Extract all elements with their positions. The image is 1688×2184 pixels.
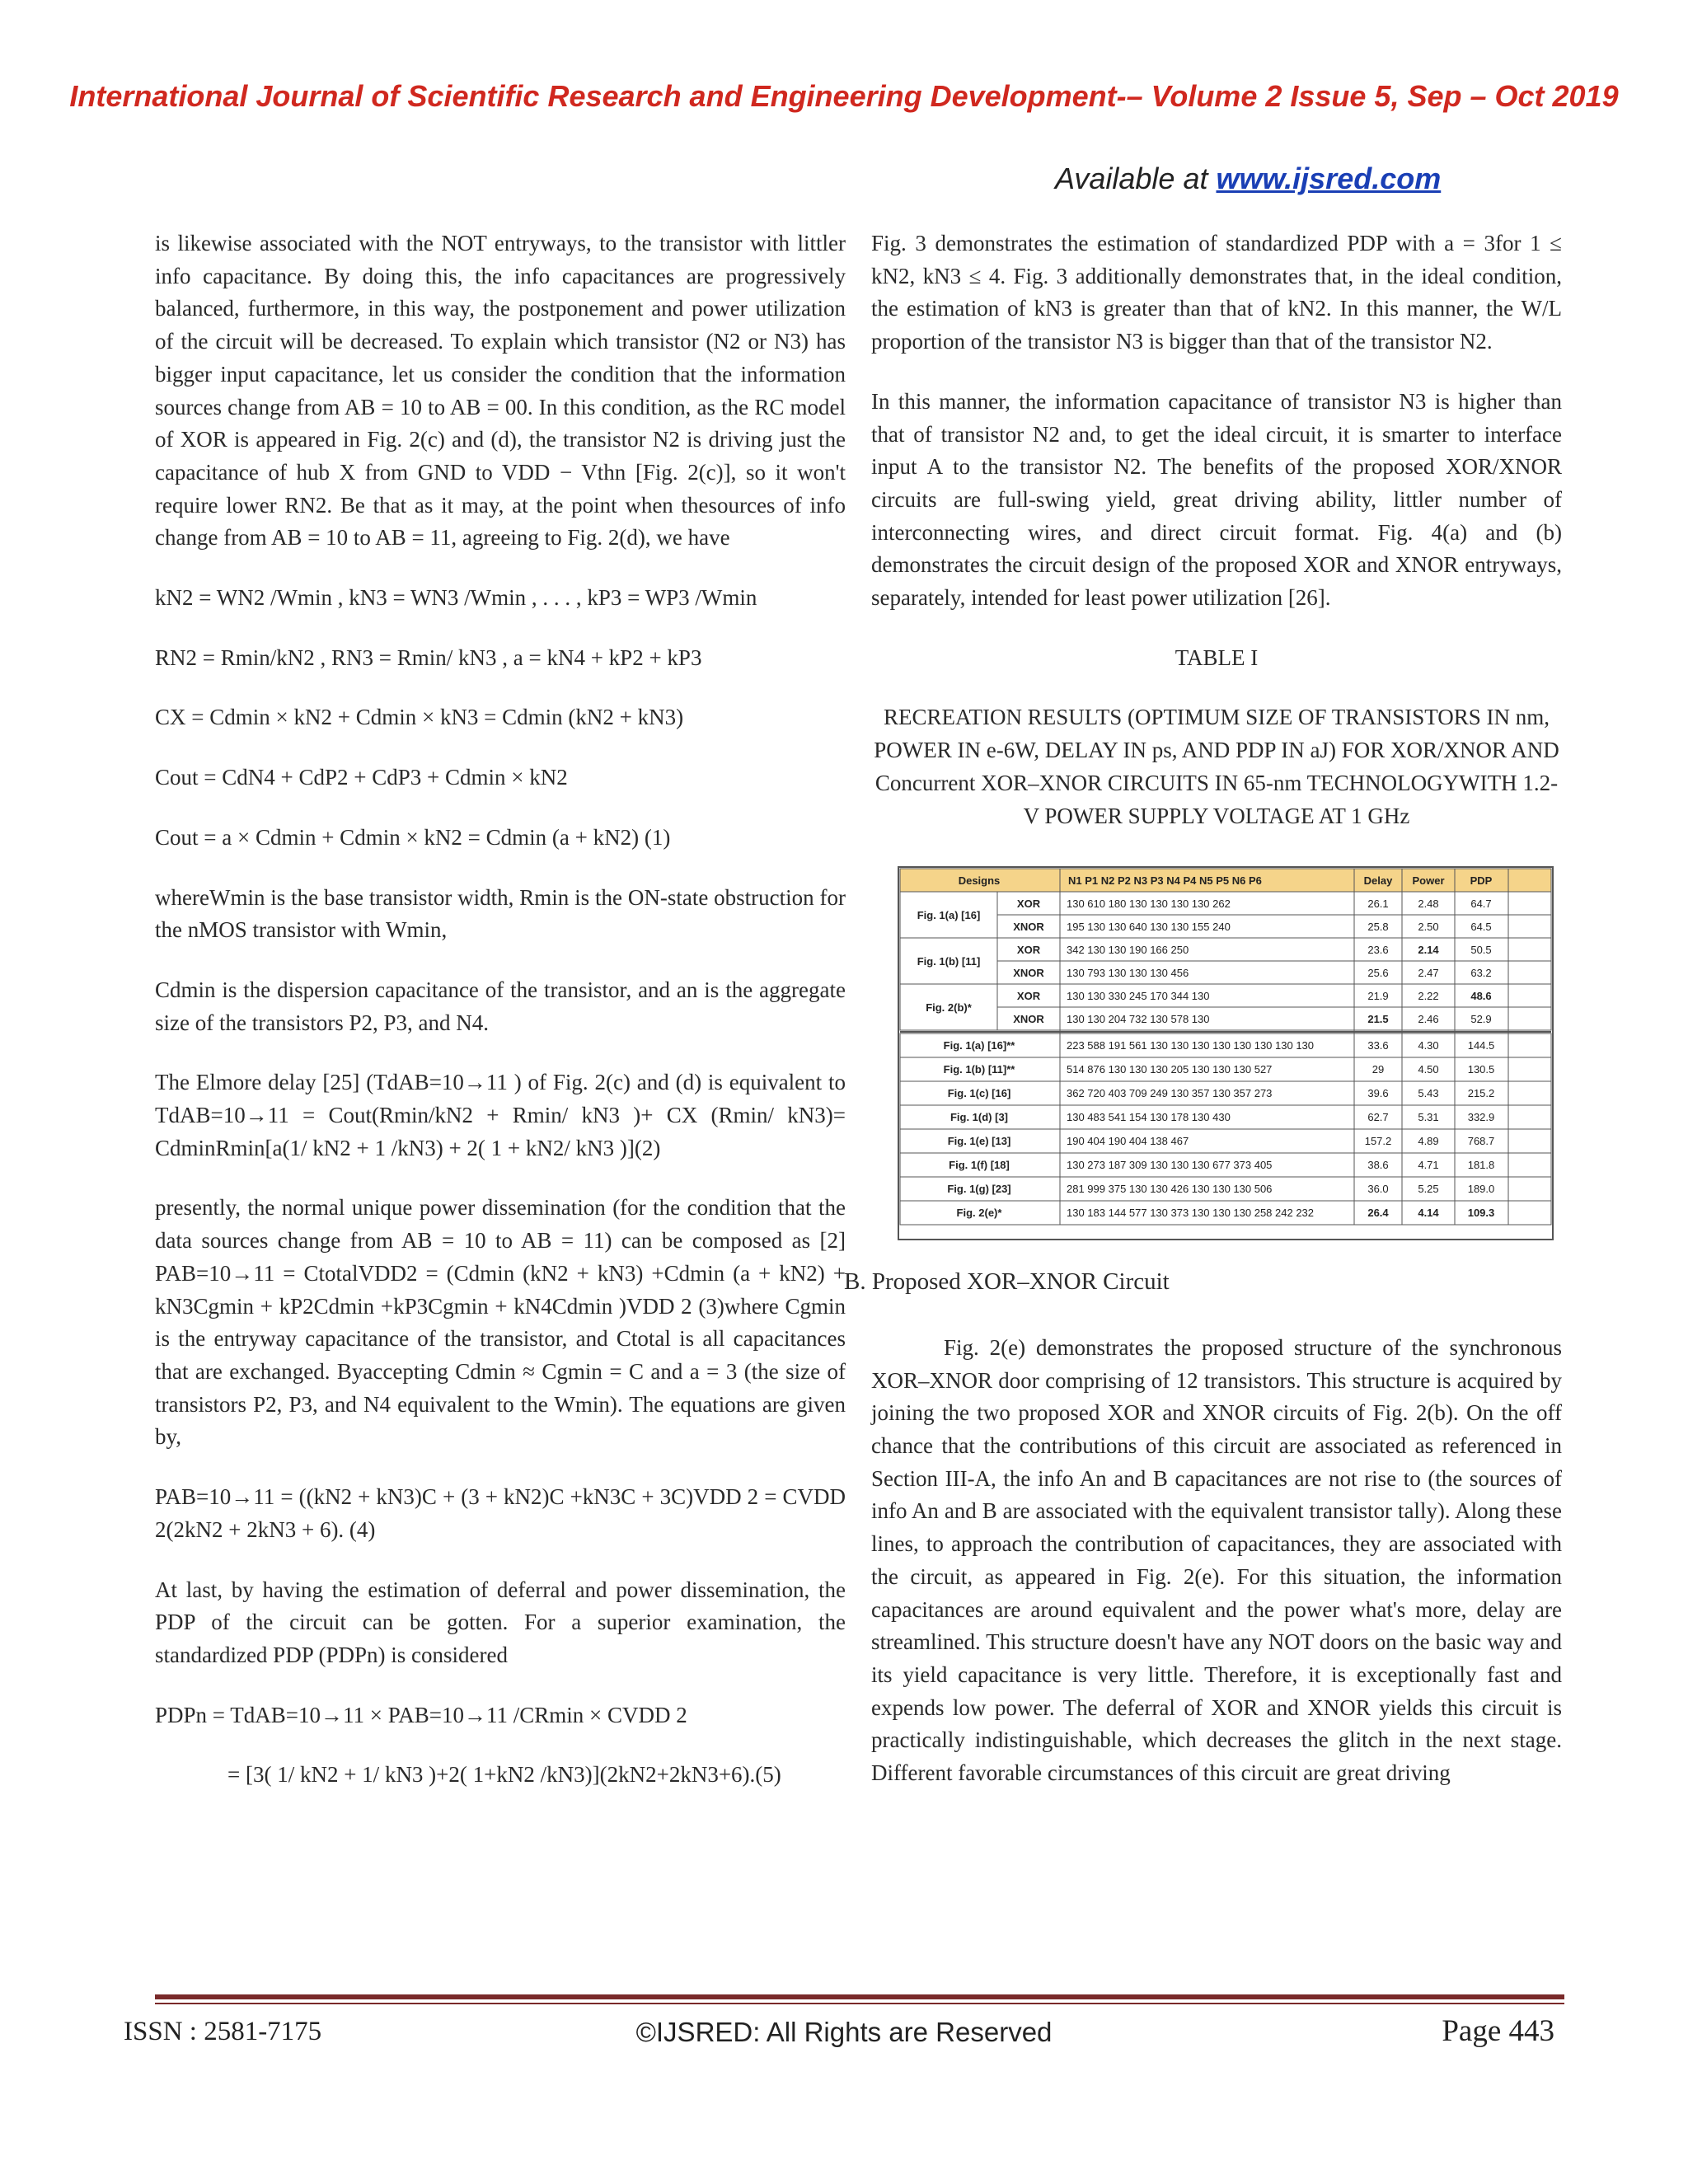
table-design-cell: Fig. 1(g) [23] xyxy=(947,1183,1011,1196)
issn: ISSN : 2581-7175 xyxy=(124,2017,322,2046)
table-type-cell: XNOR xyxy=(1013,921,1044,934)
table-sizes-cell: 362 720 403 709 249 130 357 130 357 273 xyxy=(1067,1087,1273,1100)
table-pdp-cell: 48.6 xyxy=(1470,990,1492,1003)
table-delay-cell: 26.4 xyxy=(1367,1207,1389,1220)
table-design-cell: Fig. 2(b)* xyxy=(926,1001,972,1015)
table-delay-cell: 23.6 xyxy=(1367,944,1389,957)
table-power-cell: 4.14 xyxy=(1418,1207,1439,1220)
table-sizes-cell: 130 483 541 154 130 178 130 430 xyxy=(1067,1111,1231,1124)
table-delay-cell: 33.6 xyxy=(1367,1039,1389,1052)
table-power-cell: 2.46 xyxy=(1418,1013,1439,1026)
paragraph: whereWmin is the base transistor width, Rmin is the ON-state obstruction for the nMOS transistor with Wmin, xyxy=(155,884,846,943)
table-sizes-cell: 130 610 180 130 130 130 130 262 xyxy=(1067,898,1231,911)
table-delay-cell: 25.8 xyxy=(1367,921,1389,934)
table-delay-cell: 21.9 xyxy=(1367,990,1389,1003)
table-power-cell: 5.31 xyxy=(1418,1111,1439,1124)
table-delay-cell: 157.2 xyxy=(1364,1135,1392,1148)
copyright: ©IJSRED: All Rights are Reserved xyxy=(635,2017,1053,2047)
table-type-cell: XNOR xyxy=(1013,1013,1044,1026)
table-header-cell: Designs xyxy=(958,874,1001,888)
footer-rule xyxy=(155,1994,1564,1999)
table-label: TABLE I xyxy=(1175,644,1259,670)
table-delay-cell: 21.5 xyxy=(1367,1013,1389,1026)
journal-website-link[interactable]: www.ijsred.com xyxy=(1216,162,1442,195)
table-design-cell: Fig. 1(b) [11] xyxy=(917,955,981,968)
paragraph: Fig. 3 demonstrates the estimation of standardized PDP with a = 3for 1 ≤ kN2, kN3 ≤ 4. Fig. 3 additionally demonstrates that, in the ideal condition, the estimation of kN3 is greater than that of kN2. In this manner, the W/L proportion of the transistor N3 is bigger than that of the transistor N2. xyxy=(871,231,1562,354)
table-sizes-cell: 342 130 130 190 166 250 xyxy=(1067,944,1189,957)
table-header-cell: Power xyxy=(1412,874,1445,888)
table-pdp-cell: 768.7 xyxy=(1467,1135,1495,1148)
table-header-cell: PDP xyxy=(1470,874,1493,888)
table-sizes-cell: 130 130 330 245 170 344 130 xyxy=(1067,990,1210,1003)
equation: kN2 = WN2 /Wmin , kN3 = WN3 /Wmin , . . . , kP3 = WP3 /Wmin xyxy=(155,585,757,611)
table-pdp-cell: 64.7 xyxy=(1470,898,1492,911)
paragraph: At last, by having the estimation of deferral and power dissemination, the PDP of the circuit can be gotten. For a superior examination, the standardized PDP (PDPn) is considered xyxy=(155,1577,846,1667)
table-type-cell: XNOR xyxy=(1013,967,1044,980)
right-column xyxy=(844,227,1562,1790)
table-power-cell: 2.48 xyxy=(1418,898,1439,911)
table-power-cell: 4.30 xyxy=(1418,1039,1439,1052)
table-sizes-cell: 130 793 130 130 130 456 xyxy=(1067,967,1189,980)
paragraph: Fig. 2(e) demonstrates the proposed structure of the synchronous XOR–XNOR door comprising of 12 transistors. This structure is acquired by joining the two proposed XOR and XNOR circuits of Fig. 2(b). On the off chance that the contributions of this circuit are associated as referenced in Section III-A, the info An and B capacitances are not rise to (the sources of info An and B are associated with the equivalent transistor tally). Along these lines, to approach the contribution of capacitances, they are associated with the circuit, as appeared in Fig. 2(e). For this situation, the information capacitances are around equivalent and the power what's more, delay are streamlined. This structure doesn't have any NOT doors on the basic way and its yield capacitance is very little. Therefore, it is exceptionally fast and expends low power. The deferral of XOR and XNOR yields this circuit is practically indistinguishable, which decreases the glitch in the next stage. Different favorable circumstances of this circuit are great driving xyxy=(871,1334,1562,1786)
table-design-cell: Fig. 1(c) [16] xyxy=(947,1087,1011,1100)
table-design-cell: Fig. 1(e) [13] xyxy=(947,1135,1011,1148)
table-delay-cell: 26.1 xyxy=(1367,898,1389,911)
equation: Cout = CdN4 + CdP2 + CdP3 + Cdmin × kN2 xyxy=(155,765,568,790)
journal-title: International Journal of Scientific Research and Engineering Development-– Volume 2 Issue 5, Sep – Oct 2019 xyxy=(69,79,1619,113)
table-sizes-cell: 514 876 130 130 130 205 130 130 130 527 xyxy=(1067,1063,1273,1076)
table-power-cell: 4.71 xyxy=(1418,1159,1439,1172)
paragraph: is likewise associated with the NOT entryways, to the transistor with littler info capacitance. By doing this, the info capacitances are progressively balanced, furthermore, in this way, the postponement and power utilization of the circuit will be decreased. To explain which transistor (N2 or N3) has bigger input capacitance, let us consider the condition that the information sources change from AB = 10 to AB = 00. In this condition, as the RC model of XOR is appeared in Fig. 2(c) and (d), the transistor N2 is driving just the capacitance of hub X from GND to VDD − Vthn [Fig. 2(c)], so it won't require lower RN2. Be that as it may, at the point when thesources of info change from AB = 10 to AB = 11, agreeing to Fig. 2(d), we have xyxy=(155,231,846,551)
results-table xyxy=(897,865,1556,1244)
table-sizes-cell: 281 999 375 130 130 426 130 130 130 506 xyxy=(1067,1183,1273,1196)
available-prefix: Available at xyxy=(1055,162,1208,195)
table-power-cell: 5.43 xyxy=(1418,1087,1439,1100)
table-type-cell: XOR xyxy=(1016,898,1041,911)
footer-rule xyxy=(155,2003,1564,2004)
table-design-cell: Fig. 1(b) [11]** xyxy=(943,1063,1015,1076)
table-power-cell: 2.14 xyxy=(1418,944,1439,957)
table-pdp-cell: 215.2 xyxy=(1467,1087,1495,1100)
table-pdp-cell: 52.9 xyxy=(1470,1013,1492,1026)
table-pdp-cell: 63.2 xyxy=(1470,967,1492,980)
table-sizes-cell: 130 183 144 577 130 373 130 130 130 258 242 232 xyxy=(1067,1207,1315,1220)
table-pdp-cell: 181.8 xyxy=(1467,1159,1495,1172)
table-power-cell: 4.50 xyxy=(1418,1063,1439,1076)
equation: PDPn = TdAB=10→11 × PAB=10→11 /CRmin × CVDD 2 xyxy=(155,1702,687,1727)
results-table-graphic xyxy=(897,865,1556,1244)
table-power-cell: 4.89 xyxy=(1418,1135,1439,1148)
paragraph: Cdmin is the dispersion capacitance of the transistor, and an is the aggregate size of the transistors P2, P3, and N4. xyxy=(155,977,846,1035)
paragraph: The Elmore delay [25] (TdAB=10→11 ) of Fig. 2(c) and (d) is equivalent to TdAB=10→11 = Cout(Rmin/kN2 + Rmin/ kN3 )+ CX (Rmin/ kN3)= CdminRmin[a(1/ kN2 + 1 /kN3) + 2( 1 + kN2/ kN3 )](2) xyxy=(155,1070,846,1160)
table-design-cell: Fig. 1(a) [16]** xyxy=(943,1039,1015,1052)
table-pdp-cell: 332.9 xyxy=(1467,1111,1495,1124)
equation: RN2 = Rmin/kN2 , RN3 = Rmin/ kN3 , a = kN4 + kP2 + kP3 xyxy=(155,644,702,670)
table-type-cell: XOR xyxy=(1016,944,1041,957)
table-caption: RECREATION RESULTS (OPTIMUM SIZE OF TRANSISTORS IN nm, POWER IN e-6W, DELAY IN ps, AND PDP IN aJ) FOR XOR/XNOR AND Concurrent XOR–XNOR CIRCUITS IN 65-nm TECHNOLOGYWITH 1.2-V POWER SUPPLY VOLTAGE AT 1 GHz xyxy=(874,705,1559,828)
table-sizes-cell: 130 130 204 732 130 578 130 xyxy=(1067,1013,1210,1026)
availability-line xyxy=(1055,162,1441,196)
table-type-cell: XOR xyxy=(1016,990,1041,1003)
table-pdp-cell: 109.3 xyxy=(1467,1207,1495,1220)
section-title: B. Proposed XOR–XNOR Circuit xyxy=(844,1268,1170,1296)
table-delay-cell: 38.6 xyxy=(1367,1159,1389,1172)
table-pdp-cell: 64.5 xyxy=(1470,921,1492,934)
equation: Cout = a × Cdmin + Cdmin × kN2 = Cdmin (a + kN2) (1) xyxy=(155,824,671,850)
table-delay-cell: 36.0 xyxy=(1367,1183,1389,1196)
table-header-cell: N1 P1 N2 P2 N3 P3 N4 P4 N5 P5 N6 P6 xyxy=(1068,874,1262,888)
table-sizes-cell: 190 404 190 404 138 467 xyxy=(1067,1135,1189,1148)
table-delay-cell: 25.6 xyxy=(1367,967,1389,980)
table-power-cell: 2.47 xyxy=(1418,967,1439,980)
paragraph: PAB=10→11 = ((kN2 + kN3)C + (3 + kN2)C +kN3C + 3C)VDD 2 = CVDD 2(2kN2 + 2kN3 + 6). (4) xyxy=(155,1484,846,1542)
table-sizes-cell: 195 130 130 640 130 130 155 240 xyxy=(1067,921,1231,934)
table-design-cell: Fig. 1(d) [3] xyxy=(950,1111,1009,1124)
table-sizes-cell: 223 588 191 561 130 130 130 130 130 130 130 130 xyxy=(1067,1039,1315,1052)
paragraph: In this manner, the information capacitance of transistor N3 is higher than that of transistor N2 and, to get the ideal circuit, it is smarter to interface input A to the transistor N2. The benefits of the proposed XOR/XNOR circuits are full-swing yield, great driving ability, littler number of interconnecting wires, and direct circuit format. Fig. 4(a) and (b) demonstrates the circuit design of the proposed XOR and XNOR entryways, separately, intended for least power utilization [26]. xyxy=(871,388,1562,611)
left-column xyxy=(155,227,846,1792)
table-sizes-cell: 130 273 187 309 130 130 130 677 373 405 xyxy=(1067,1159,1273,1172)
table-delay-cell: 62.7 xyxy=(1367,1111,1389,1124)
table-pdp-cell: 50.5 xyxy=(1470,944,1492,957)
paragraph: presently, the normal unique power dissemination (for the condition that the data sources change from AB = 10 to AB = 11) can be composed as [2] PAB=10→11 = CtotalVDD2 = (Cdmin (kN2 + kN3) +Cdmin (a + kN2) + kN3Cgmin + kP2Cdmin +kP3Cgmin + kN4Cdmin )VDD 2 (3)where Cgmin is the entryway capacitance of the transistor, and Ctotal is all capacitances that are exchanged. Byaccepting Cdmin ≈ Cgmin = C and a = 3 (the size of transistors P2, P3, and N4 equivalent to the Wmin). The equations are given by, xyxy=(155,1195,846,1450)
table-header-cell: Delay xyxy=(1363,874,1393,888)
equation: CX = Cdmin × kN2 + Cdmin × kN3 = Cdmin (kN2 + kN3) xyxy=(155,705,684,730)
table-delay-cell: 39.6 xyxy=(1367,1087,1389,1100)
table-power-cell: 2.50 xyxy=(1418,921,1439,934)
table-power-cell: 5.25 xyxy=(1418,1183,1439,1196)
table-design-cell: Fig. 1(f) [18] xyxy=(949,1159,1010,1172)
table-design-cell: Fig. 1(a) [16] xyxy=(917,909,981,922)
page-number: Page 443 xyxy=(1442,2014,1554,2048)
equation: = [3( 1/ kN2 + 1/ kN3 )+2( 1+kN2 /kN3)](2kN2+2kN3+6).(5) xyxy=(227,1762,781,1788)
table-power-cell: 2.22 xyxy=(1418,990,1439,1003)
table-design-cell: Fig. 2(e)* xyxy=(956,1207,1002,1220)
table-delay-cell: 29 xyxy=(1372,1063,1385,1076)
table-pdp-cell: 189.0 xyxy=(1467,1183,1495,1196)
table-pdp-cell: 130.5 xyxy=(1467,1063,1495,1076)
table-pdp-cell: 144.5 xyxy=(1467,1039,1495,1052)
